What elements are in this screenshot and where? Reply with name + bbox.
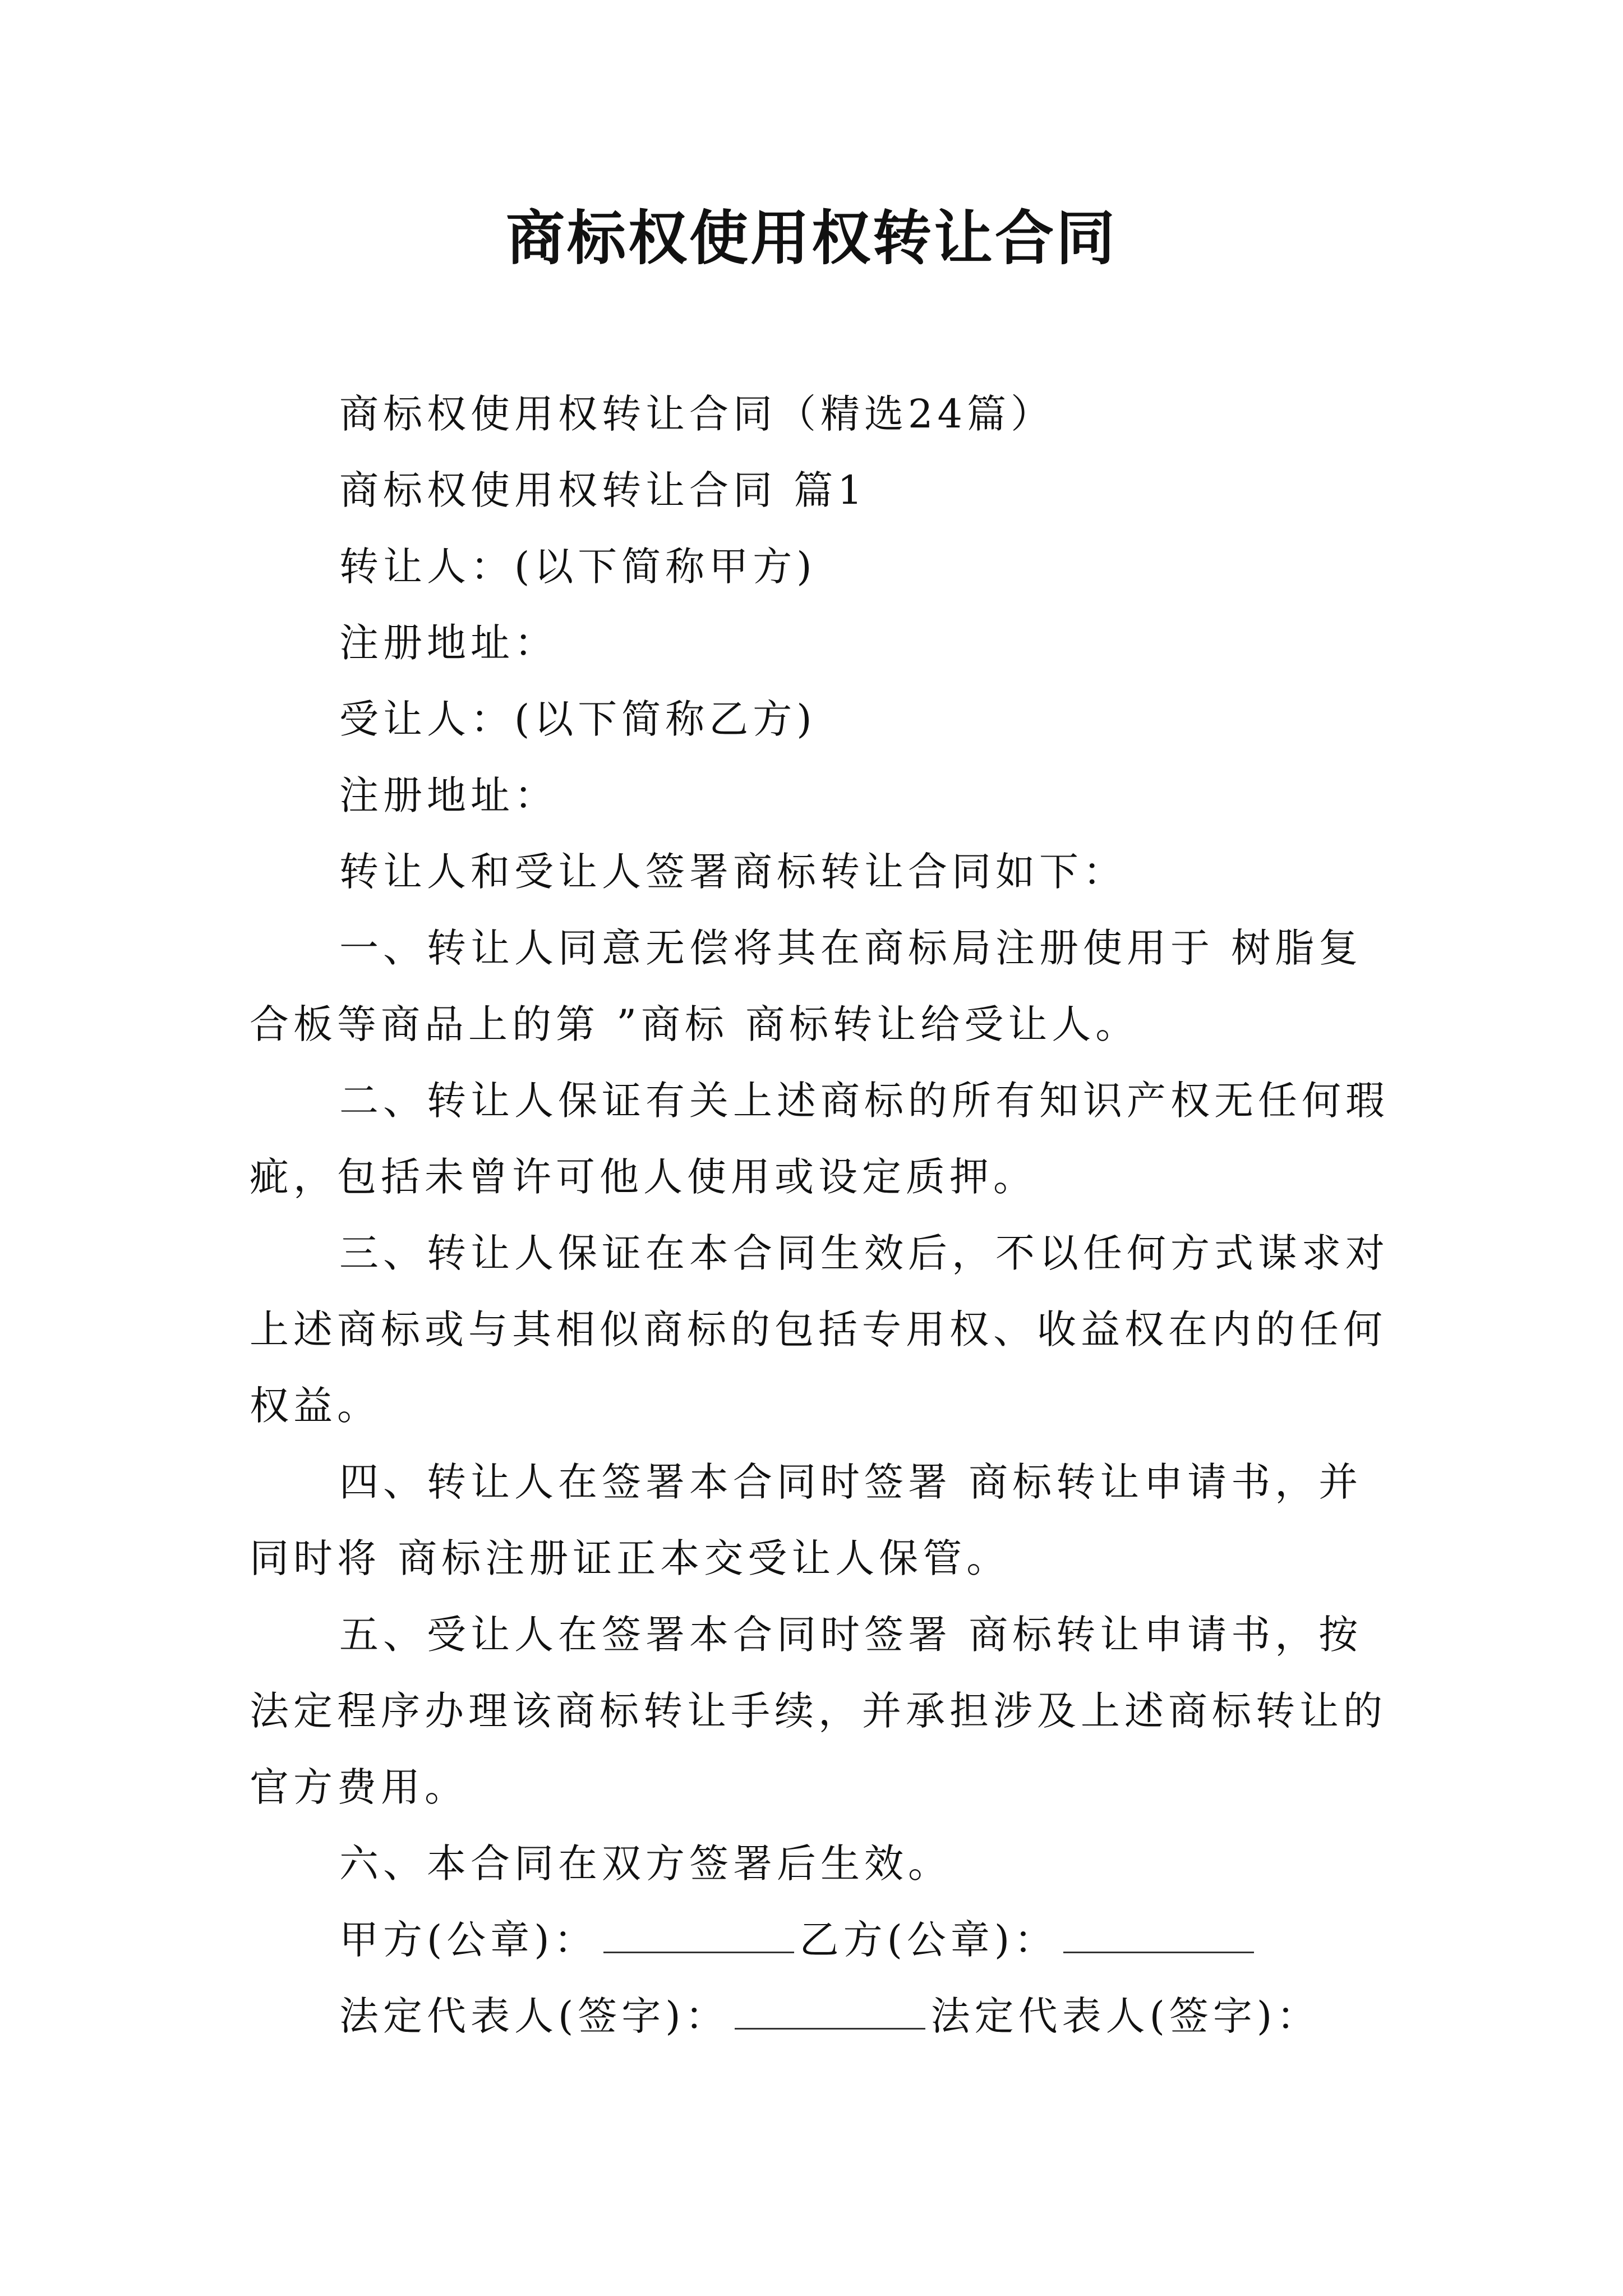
paragraph-intro: 转让人和受让人签署商标转让合同如下： xyxy=(339,849,1127,895)
party-b-seal-blank xyxy=(1063,1918,1254,1953)
party-a-rep-label: 法定代表人(签字)： xyxy=(339,1993,729,2039)
paragraph-transferor-address: 注册地址： xyxy=(339,620,558,666)
paragraph-clause-4: 四、转让人在签署本合同时签署 商标转让申请书，并同时将 商标注册证正本交受让人保管。 xyxy=(250,1459,1363,1581)
signature-line-seals xyxy=(250,1902,1394,1978)
paragraph-transferor: 转让人：(以下简称甲方) xyxy=(339,544,817,590)
paragraph-subtitle: 商标权使用权转让合同（精选24篇） xyxy=(339,391,1055,437)
party-b-rep-label: 法定代表人(签字)： xyxy=(930,1993,1321,2039)
party-a-seal-label: 甲方(公章)： xyxy=(339,1917,598,1963)
paragraph-clause-5: 五、受让人在签署本合同时签署 商标转让申请书，按法定程序办理该商标转让手续，并承担涉及上述商标转让的官方费用。 xyxy=(250,1612,1387,1810)
paragraph-clause-3: 三、转让人保证在本合同生效后，不以任何方式谋求对上述商标或与其相似商标的包括专用权、收益权在内的任何权益。 xyxy=(250,1230,1389,1429)
document-title: 商标权使用权转让合同 xyxy=(505,204,1117,273)
paragraph-clause-1: 一、转让人同意无偿将其在商标局注册使用于 树脂复合板等商品上的第 ”商标 商标转让给受让人。 xyxy=(250,925,1363,1047)
paragraph-clause-6: 六、本合同在双方签署后生效。 xyxy=(339,1841,952,1887)
signature-line-reps xyxy=(250,1978,1394,2054)
party-b-seal-label: 乙方(公章)： xyxy=(799,1917,1058,1963)
paragraph-clause-2: 二、转让人保证有关上述商标的所有知识产权无任何瑕疵，包括未曾许可他人使用或设定质押。 xyxy=(250,1078,1389,1200)
paragraph-section-heading: 商标权使用权转让合同 篇1 xyxy=(339,467,867,513)
document-body xyxy=(250,376,1394,2054)
party-a-rep-blank xyxy=(735,1994,925,2030)
paragraph-transferee: 受让人：(以下简称乙方) xyxy=(339,696,817,742)
paragraph-transferee-address: 注册地址： xyxy=(339,772,558,818)
party-a-seal-blank xyxy=(603,1918,794,1953)
